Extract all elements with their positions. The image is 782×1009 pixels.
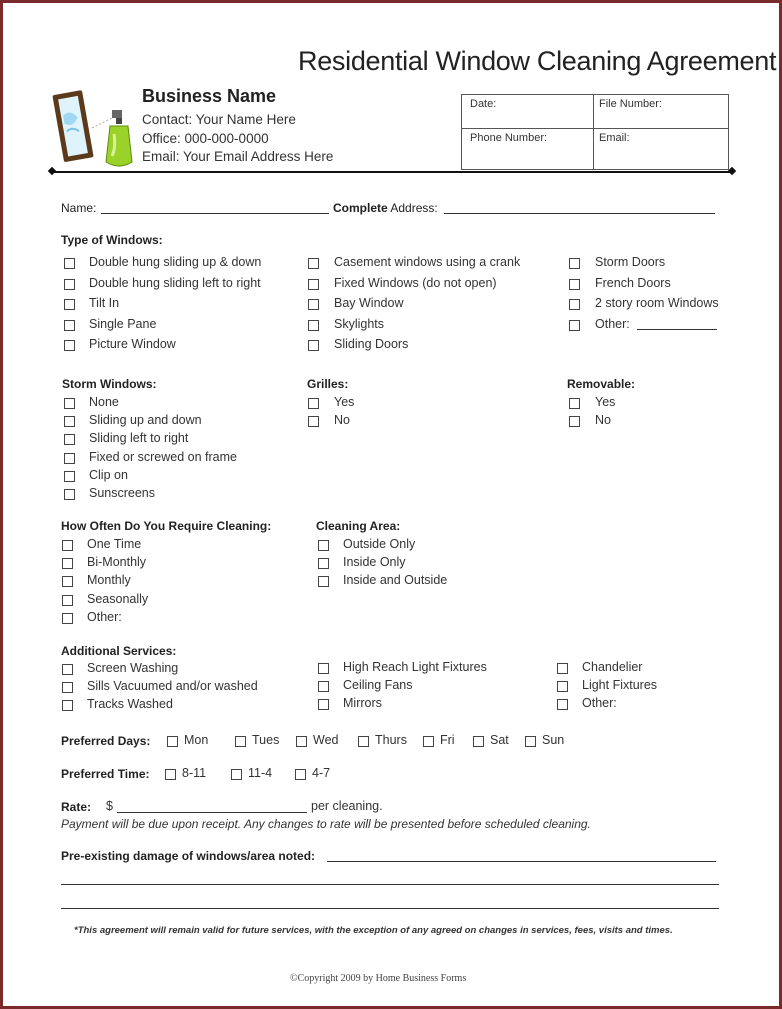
checkbox-label: Light Fixtures xyxy=(582,678,658,693)
file-number-field[interactable]: File Number: xyxy=(599,98,662,110)
name-input-line[interactable] xyxy=(101,213,329,214)
address-input-line[interactable] xyxy=(444,213,715,214)
checkbox[interactable] xyxy=(167,736,178,747)
checkbox-label: Sun xyxy=(542,733,565,747)
checkbox[interactable] xyxy=(64,453,75,464)
checkbox[interactable] xyxy=(569,299,580,310)
checkbox-label: Sliding Doors xyxy=(334,337,409,351)
window-spray-bottle-icon xyxy=(52,84,136,170)
checkbox-label: None xyxy=(89,395,119,409)
info-box xyxy=(461,94,729,170)
checkbox-label: Fri xyxy=(440,733,455,747)
rate-input-line[interactable] xyxy=(117,812,307,813)
checkbox-label: Outside Only xyxy=(343,537,416,551)
checkbox[interactable] xyxy=(62,664,73,675)
checkbox[interactable] xyxy=(64,320,75,331)
checkbox[interactable] xyxy=(569,258,580,269)
checkbox-label: Double hung sliding left to right xyxy=(89,275,261,290)
checkbox[interactable] xyxy=(318,540,329,551)
checkbox-label: Sliding up and down xyxy=(89,413,202,428)
business-contact: Contact: Your Name Here xyxy=(142,112,296,127)
rate-suffix: per cleaning. xyxy=(311,799,383,813)
checkbox[interactable] xyxy=(308,299,319,310)
checkbox-label: Single Pane xyxy=(89,316,157,331)
checkbox[interactable] xyxy=(64,340,75,351)
address-label: Address: xyxy=(390,201,438,215)
checkbox[interactable] xyxy=(64,398,75,409)
checkbox[interactable] xyxy=(62,595,73,606)
removable-header: Removable: xyxy=(567,377,636,391)
checkbox-label: Wed xyxy=(313,733,339,747)
checkbox-label: 8-11 xyxy=(182,766,207,780)
checkbox[interactable] xyxy=(295,769,306,780)
checkbox-label: Yes xyxy=(595,395,616,409)
checkbox-label: Seasonally xyxy=(87,591,149,606)
checkbox-label: No xyxy=(334,413,350,428)
checkbox-label: Bay Window xyxy=(334,296,404,310)
checkbox[interactable] xyxy=(423,736,434,747)
business-name: Business Name xyxy=(142,86,277,106)
checkbox[interactable] xyxy=(569,320,580,331)
checkbox-label: Fixed Windows (do not open) xyxy=(334,275,497,290)
agreement-footer-note: *This agreement will remain valid for future services, with the exception of any agreed on changes in services, fees, visits and times. xyxy=(74,925,673,936)
checkbox[interactable] xyxy=(557,699,568,710)
checkbox-label: Chandelier xyxy=(582,660,643,674)
checkbox[interactable] xyxy=(235,736,246,747)
checkbox-label: Other: xyxy=(87,609,122,624)
time-label: Preferred Time: xyxy=(61,767,150,781)
checkbox[interactable] xyxy=(569,279,580,290)
frequency-header: How Often Do You Require Cleaning: xyxy=(61,519,272,533)
checkbox-label: 2 story room Windows xyxy=(595,296,719,310)
area-header: Cleaning Area: xyxy=(316,519,401,533)
checkbox-label: High Reach Light Fixtures xyxy=(343,660,487,674)
checkbox-label: Double hung sliding up & down xyxy=(89,255,262,269)
checkbox[interactable] xyxy=(64,299,75,310)
checkbox[interactable] xyxy=(318,576,329,587)
checkbox[interactable] xyxy=(62,540,73,551)
checkbox[interactable] xyxy=(358,736,369,747)
checkbox[interactable] xyxy=(62,558,73,569)
address-bold-label: Complete xyxy=(333,201,388,215)
damage-line-3[interactable] xyxy=(61,908,719,909)
checkbox[interactable] xyxy=(231,769,242,780)
checkbox[interactable] xyxy=(62,613,73,624)
checkbox[interactable] xyxy=(318,681,329,692)
business-email: Email: Your Email Address Here xyxy=(142,149,334,164)
types-header: Type of Windows: xyxy=(61,233,163,247)
checkbox-label: Mirrors xyxy=(343,696,382,711)
date-field[interactable]: Date: xyxy=(470,98,497,110)
rate-currency: $ xyxy=(106,799,113,813)
checkbox[interactable] xyxy=(64,471,75,482)
damage-line-2[interactable] xyxy=(61,884,719,885)
copyright: ©Copyright 2009 by Home Business Forms xyxy=(290,973,467,984)
checkbox-label: Sliding left to right xyxy=(89,431,189,446)
types-other-line[interactable] xyxy=(637,329,717,330)
checkbox-label: Sat xyxy=(490,733,509,747)
checkbox[interactable] xyxy=(296,736,307,747)
checkbox-label: 4-7 xyxy=(312,766,331,780)
checkbox[interactable] xyxy=(569,398,580,409)
checkbox-label: Skylights xyxy=(334,316,385,331)
checkbox-label: Tracks Washed xyxy=(87,697,173,712)
checkbox[interactable] xyxy=(557,663,568,674)
checkbox-label: Fixed or screwed on frame xyxy=(89,449,237,464)
checkbox[interactable] xyxy=(64,489,75,500)
checkbox[interactable] xyxy=(64,258,75,269)
checkbox-label: Mon xyxy=(184,733,209,747)
checkbox-label: 11-4 xyxy=(248,766,273,780)
checkbox-label: Tilt In xyxy=(89,296,120,310)
header-divider xyxy=(52,171,732,173)
checkbox[interactable] xyxy=(569,416,580,427)
checkbox-label: Monthly xyxy=(87,573,131,588)
checkbox[interactable] xyxy=(318,663,329,674)
checkbox-label: Storm Doors xyxy=(595,255,666,269)
checkbox[interactable] xyxy=(62,700,73,711)
checkbox[interactable] xyxy=(473,736,484,747)
checkbox[interactable] xyxy=(318,699,329,710)
rate-label: Rate: xyxy=(61,800,92,814)
email-field[interactable]: Email: xyxy=(599,132,630,144)
checkbox[interactable] xyxy=(318,558,329,569)
checkbox[interactable] xyxy=(557,681,568,692)
checkbox[interactable] xyxy=(308,398,319,409)
checkbox[interactable] xyxy=(64,434,75,445)
damage-line-1[interactable] xyxy=(327,861,716,862)
checkbox[interactable] xyxy=(308,279,319,290)
checkbox-label: Other: xyxy=(595,316,630,331)
checkbox[interactable] xyxy=(64,279,75,290)
checkbox-label: Tues xyxy=(252,733,280,747)
checkbox-label: Bi-Monthly xyxy=(87,555,147,570)
checkbox-label: Other: xyxy=(582,696,617,711)
checkbox[interactable] xyxy=(308,340,319,351)
checkbox[interactable] xyxy=(64,416,75,427)
checkbox-label: Casement windows using a crank xyxy=(334,255,521,269)
checkbox-label: Inside Only xyxy=(343,555,406,570)
checkbox-label: Inside and Outside xyxy=(343,573,448,588)
checkbox[interactable] xyxy=(308,416,319,427)
damage-label: Pre-existing damage of windows/area noted: xyxy=(61,849,316,863)
checkbox[interactable] xyxy=(308,320,319,331)
checkbox[interactable] xyxy=(525,736,536,747)
page-title: Residential Window Cleaning Agreement xyxy=(298,46,777,76)
name-label: Name: xyxy=(61,201,97,215)
checkbox-label: Thurs xyxy=(375,733,407,747)
business-office: Office: 000-000-0000 xyxy=(142,131,269,146)
additional-header: Additional Services: xyxy=(61,644,177,658)
checkbox-label: Sunscreens xyxy=(89,486,156,500)
checkbox-label: Screen Washing xyxy=(87,661,179,675)
days-label: Preferred Days: xyxy=(61,734,151,748)
checkbox-label: Clip on xyxy=(89,467,128,482)
checkbox-label: Picture Window xyxy=(89,337,176,351)
storm-header: Storm Windows: xyxy=(62,377,157,391)
checkbox-label: Sills Vacuumed and/or washed xyxy=(87,679,258,694)
payment-note: Payment will be due upon receipt. Any changes to rate will be presented before scheduled cleaning. xyxy=(61,817,591,831)
checkbox-label: One Time xyxy=(87,537,142,551)
checkbox[interactable] xyxy=(62,576,73,587)
phone-number-field[interactable]: Phone Number: xyxy=(470,132,548,144)
checkbox[interactable] xyxy=(308,258,319,269)
grilles-header: Grilles: xyxy=(307,377,349,391)
checkbox-label: No xyxy=(595,413,611,428)
checkbox[interactable] xyxy=(165,769,176,780)
checkbox-label: French Doors xyxy=(595,275,671,290)
checkbox-label: Yes xyxy=(334,395,355,409)
checkbox-label: Ceiling Fans xyxy=(343,678,413,693)
checkbox[interactable] xyxy=(62,682,73,693)
